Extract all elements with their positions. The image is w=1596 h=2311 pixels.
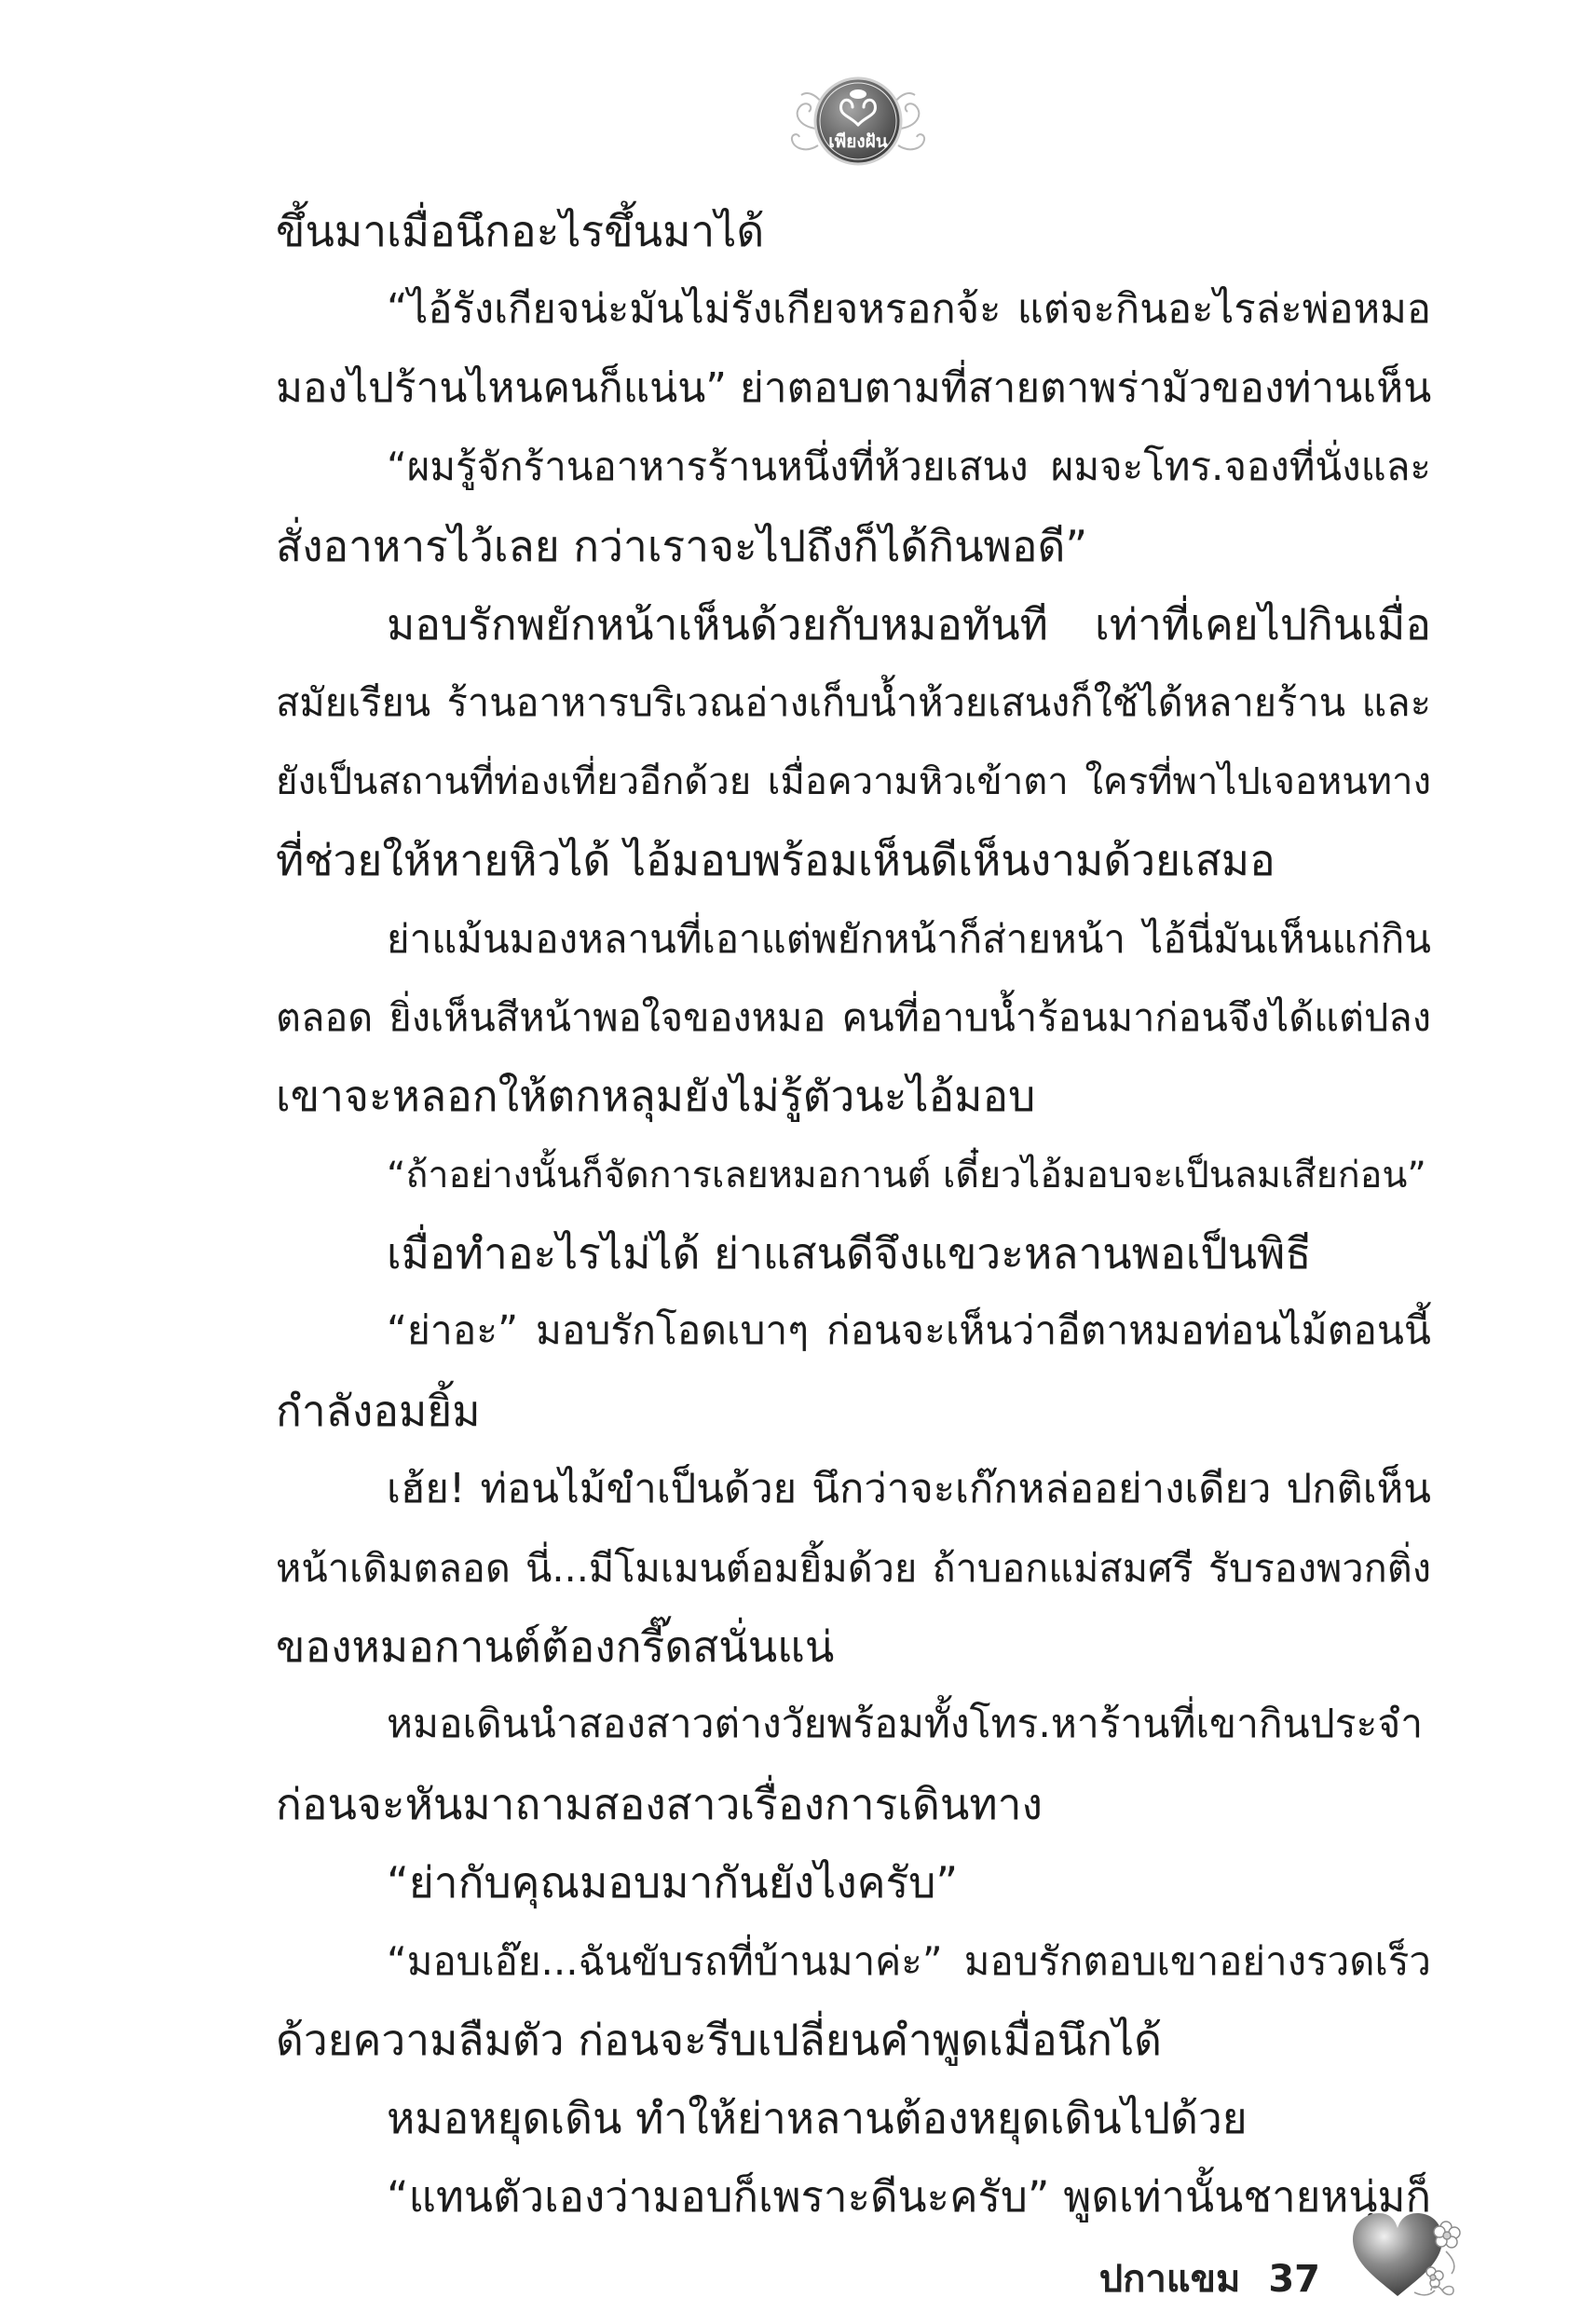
- paragraph: [276, 585, 1431, 900]
- body-text: [276, 192, 1431, 2236]
- text-line: “ไอ้รังเกียจน่ะมันไม่รังเกียจหรอกจ้ะ แต่จะกินอะไรล่ะพ่อหมอ: [387, 286, 1431, 334]
- text-line: “ผมรู้จักร้านอาหารร้านหนึ่งที่ห้วยเสนง ผมจะโทร.จองที่นั่งและ: [387, 444, 1431, 490]
- text-line: สมัยเรียน ร้านอาหารบริเวณอ่างเก็บน้ำห้วยเสนงก็ใช้ได้หลายร้าน และ: [276, 679, 1431, 726]
- paragraph: [276, 1922, 1431, 2080]
- text-line: ด้วยความลืมตัว ก่อนจะรีบเปลี่ยนคำพูดเมื่อนึกได้: [276, 2014, 1163, 2065]
- text-line: เขาจะหลอกให้ตกหลุมยังไม่รู้ตัวนะไอ้มอบ: [276, 1071, 1036, 1122]
- text-line: ยังเป็นสถานที่ท่องเที่ยวอีกด้วย เมื่อความหิวเข้าตา ใครที่พาไปเจอหนทาง: [276, 759, 1431, 803]
- paragraph: [276, 1136, 1431, 1214]
- text-line: “ย่าอะ” มอบรักโอดเบาๆ ก่อนจะเห็นว่าอีตาหมอท่อนไม้ตอนนี้: [387, 1308, 1431, 1355]
- paragraph: [276, 1450, 1431, 1686]
- text-line: หน้าเดิมตลอด นี่...มีโมเมนต์อมยิ้มด้วย ถ้าบอกแม่สมศรี รับรองพวกติ่ง: [276, 1544, 1431, 1591]
- paragraph: [276, 1843, 1431, 1921]
- paragraph: [276, 900, 1431, 1136]
- text-line: หมอหยุดเดิน ทำให้ย่าหลานต้องหยุดเดินไปด้วย: [387, 2093, 1248, 2144]
- text-line: ของหมอกานต์ต้องกรี๊ดสนั่นแน่: [276, 1621, 835, 1673]
- text-line: สั่งอาหารไว้เลย กว่าเราจะไปถึงก็ได้กินพอดี”: [276, 520, 1088, 571]
- text-line: “ถ้าอย่างนั้นก็จัดการเลยหมอกานต์ เดี๋ยวไอ้มอบจะเป็นลมเสียก่อน”: [387, 1153, 1426, 1197]
- paragraph: [276, 2079, 1431, 2157]
- text-line: “มอบเอ๊ย...ฉันขับรถที่บ้านมาค่ะ” มอบรักตอบเขาอย่างรวดเร็ว: [387, 1937, 1431, 1984]
- text-line: เมื่อทำอะไรไม่ได้ ย่าแสนดีจึงแขวะหลานพอเป็นพิธี: [387, 1228, 1312, 1279]
- running-title: ปกาแขม: [1098, 2258, 1241, 2301]
- paragraph: [276, 192, 1431, 270]
- text-line: ที่ช่วยให้หายหิวได้ ไอ้มอบพร้อมเห็นดีเห็นงามด้วยเสมอ: [276, 835, 1275, 886]
- text-line: ขึ้นมาเมื่อนึกอะไรขึ้นมาได้: [276, 206, 765, 256]
- paragraph: [276, 1214, 1431, 1292]
- text-line: ก่อนจะหันมาถามสองสาวเรื่องการเดินทาง: [276, 1778, 1043, 1829]
- text-line: เฮ้ย! ท่อนไม้ขำเป็นด้วย นึกว่าจะเก๊กหล่ออย่างเดียว ปกติเห็น: [387, 1466, 1431, 1513]
- paragraph: [276, 1292, 1431, 1450]
- text-line: “ย่ากับคุณมอบมากันยังไงครับ”: [387, 1857, 959, 1908]
- paragraph: [276, 270, 1431, 428]
- text-line: กำลังอมยิ้ม: [276, 1385, 481, 1436]
- heart-icon: [1349, 2207, 1466, 2304]
- text-line: หมอเดินนำสองสาวต่างวัยพร้อมทั้งโทร.หาร้านที่เขากินประจำ: [387, 1702, 1424, 1748]
- text-line: “แทนตัวเองว่ามอบก็เพราะดีนะครับ” พูดเท่านั้นชายหนุ่มก็: [387, 2171, 1431, 2222]
- text-line: ย่าแม้นมองหลานที่เอาแต่พยักหน้าก็ส่ายหน้า ไอ้นี่มันเห็นแก่กิน: [387, 915, 1431, 962]
- paragraph: [276, 1686, 1431, 1843]
- paragraph: [276, 428, 1431, 585]
- text-line: ตลอด ยิ่งเห็นสีหน้าพอใจของหมอ คนที่อาบน้ำร้อนมาก่อนจึงได้แต่ปลง: [276, 993, 1431, 1040]
- logo-text: เพียงฝัน: [828, 131, 888, 152]
- page-footer: [1099, 2253, 1320, 2305]
- text-line: มองไปร้านไหนคนก็แน่น” ย่าตอบตามที่สายตาพร่ามัวของท่านเห็น: [276, 363, 1431, 412]
- paragraph: [276, 2158, 1431, 2236]
- text-line: มอบรักพยักหน้าเห็นด้วยกับหมอทันที เท่าที่เคยไปกินเมื่อ: [387, 598, 1431, 650]
- page-number: 37: [1268, 2258, 1320, 2301]
- publisher-logo: [779, 65, 937, 177]
